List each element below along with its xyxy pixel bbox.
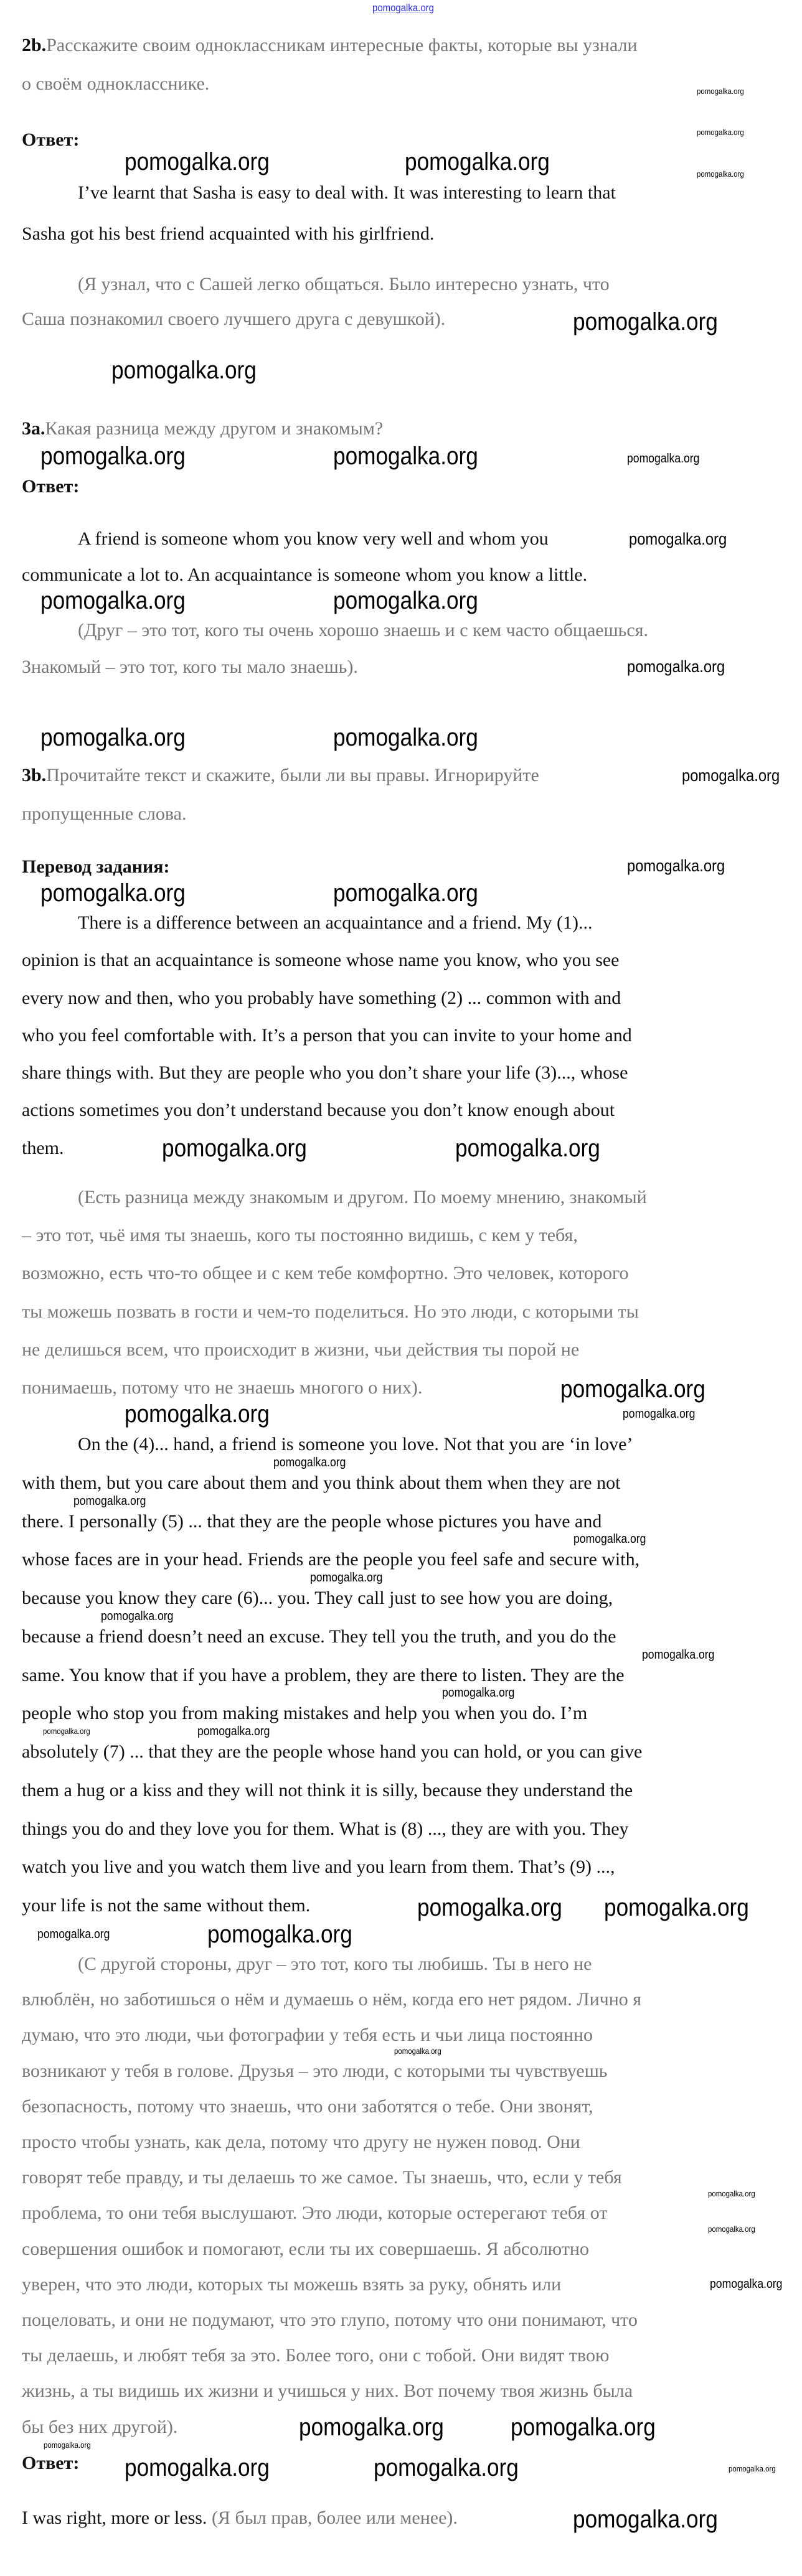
watermark: pomogalka.org (442, 1686, 515, 1700)
watermark: pomogalka.org (310, 1571, 383, 1585)
watermark: pomogalka.org (394, 2046, 441, 2056)
answer-english (22, 172, 616, 255)
watermark: pomogalka.org (405, 148, 550, 176)
text-line: Sasha got his best friend acquainted with his girlfriend. (22, 223, 435, 244)
watermark: pomogalka.org (697, 87, 744, 96)
text-line: with them, but you care about them and you think about them when they are not (22, 1472, 621, 1493)
text-line: – это тот, чьё имя ты знаешь, кого ты постоянно видишь, с кем у тебя, (22, 1225, 578, 1246)
answer-russian (22, 612, 648, 685)
text-line: share things with. But they are people who you don’t share your life (3)..., whose (22, 1062, 628, 1084)
watermark: pomogalka.org (299, 2414, 444, 2441)
exercise-number: 3b. (22, 765, 47, 785)
text-line: совершения ошибок и помогают, если ты их совершаешь. Я абсолютно (22, 2238, 589, 2259)
watermark: pomogalka.org (37, 1927, 110, 1941)
text-line: watch you live and you watch them live and you learn from them. That’s (9) ..., (22, 1857, 615, 1878)
text-line: жизнь, а ты видишь их жизни и учишься у них. Вот почему твоя жизнь была (22, 2381, 633, 2402)
text-line: every now and then, who you probably have something (2) ... common with and (22, 987, 621, 1008)
answer-heading: Ответ: (22, 476, 80, 497)
text-line: On the (4)... hand, a friend is someone you love. Not that you are ‘in love’ (78, 1434, 633, 1454)
text-line: them. (22, 1137, 64, 1158)
text-line: them a hug or a kiss and they will not think it is silly, because they understand the (22, 1779, 633, 1801)
watermark: pomogalka.org (627, 856, 725, 875)
text-line: (С другой стороны, друг – это тот, кого ты любишь. Ты в него не (78, 1954, 592, 1974)
text-line: Саша познакомил своего лучшего друга с девушкой). (22, 309, 446, 329)
watermark: pomogalka.org (708, 2224, 755, 2234)
watermark: pomogalka.org (40, 587, 186, 614)
watermark: pomogalka.org (729, 2464, 776, 2473)
text-part1-russian (22, 1178, 647, 1407)
watermark: pomogalka.org (573, 308, 718, 335)
watermark: pomogalka.org (629, 530, 727, 548)
answer-heading: Ответ: (22, 2453, 80, 2473)
text-line: понимаешь, потому что не знаешь многого о них). (22, 1377, 423, 1398)
exercise-number: 3a. (22, 418, 45, 439)
text-line: ты делаешь, и любят тебя за это. Более того, они с тобой. Они видят твою (22, 2345, 610, 2366)
site-watermark-link[interactable]: pomogalka.org (372, 2, 434, 14)
watermark: pomogalka.org (623, 1407, 696, 1421)
text-line: не делишься всем, что происходит в жизни, чьи действия ты порой не (22, 1339, 580, 1360)
watermark: pomogalka.org (560, 1375, 705, 1403)
text-line: бы без них другой). (22, 2416, 178, 2437)
watermark: pomogalka.org (43, 1726, 90, 1736)
text-line: There is a difference between an acquaintance and a friend. My (1)... (78, 912, 593, 933)
text-line: because you know they care (6)... you. They call just to see how you are doing, (22, 1588, 613, 1608)
watermark: pomogalka.org (207, 1921, 352, 1948)
final-answer (22, 2499, 458, 2537)
watermark: pomogalka.org (125, 2454, 270, 2481)
text-line: there. I personally (5) ... that they are the people whose pictures you have and (22, 1510, 602, 1532)
text-line: (Друг – это тот, кого ты очень хорошо знаешь и с кем часто общаешься. (78, 620, 648, 640)
watermark: pomogalka.org (573, 2506, 718, 2533)
text-line: your life is not the same without them. (22, 1895, 311, 1916)
text-line: I’ve learnt that Sasha is easy to deal with. It was interesting to learn that (78, 182, 616, 203)
watermark: pomogalka.org (604, 1894, 749, 1921)
watermark: pomogalka.org (40, 879, 186, 907)
text-line: поцеловать, и они не подумают, что это глупо, потому что они понимают, что (22, 2310, 638, 2331)
watermark: pomogalka.org (44, 2440, 91, 2450)
watermark: pomogalka.org (627, 657, 725, 676)
watermark: pomogalka.org (40, 724, 186, 751)
exercise-3b-task (22, 756, 539, 833)
text-line: просто чтобы узнать, как дела, потому что другу не нужен повод. Они (22, 2132, 580, 2153)
watermark: pomogalka.org (697, 169, 744, 179)
text-part2-russian (22, 1946, 641, 2445)
watermark: pomogalka.org (374, 2454, 519, 2481)
text-line: думаю, что это люди, чьи фотографии у тебя есть и чьи лица постоянно (22, 2025, 593, 2046)
watermark: pomogalka.org (40, 443, 186, 470)
answer-heading: Ответ: (22, 129, 80, 150)
task-text: Какая разница между другом и знакомым? (45, 418, 384, 439)
task-text: Расскажите своим одноклассникам интересные факты, которые вы узнали (46, 35, 638, 55)
exercise-number: 2b. (22, 35, 47, 55)
text-line: возможно, есть что-то общее и с кем тебе комфортно. Это человек, которого (22, 1263, 629, 1284)
text-line: ты можешь позвать в гости и чем-то поделиться. Но это люди, с которыми ты (22, 1301, 639, 1322)
text-line: absolutely (7) ... that they are the people whose hand you can hold, or you can give (22, 1741, 643, 1762)
text-line: same. You know that if you have a problem, they are there to listen. They are the (22, 1664, 625, 1685)
text-line: things you do and they love you for them. What is (8) ..., they are with you. They (22, 1818, 629, 1839)
watermark: pomogalka.org (682, 766, 780, 785)
text-line: безопасность, потому что знаешь, что они заботятся о тебе. Они звонят, (22, 2096, 593, 2117)
watermark: pomogalka.org (125, 1400, 270, 1428)
watermark: pomogalka.org (710, 2277, 783, 2291)
watermark: pomogalka.org (511, 2414, 656, 2441)
watermark: pomogalka.org (333, 443, 478, 470)
answer-english: I was right, more or less. (22, 2508, 207, 2528)
watermark: pomogalka.org (333, 879, 478, 907)
watermark: pomogalka.org (708, 2189, 755, 2198)
answer-russian: (Я был прав, более или менее). (211, 2508, 458, 2528)
task-text: Прочитайте текст и скажите, были ли вы правы. Игнорируйте (46, 765, 539, 785)
text-line: говорят тебе правду, и ты делаешь то же самое. Ты знаешь, что, если у тебя (22, 2167, 622, 2188)
text-line: A friend is someone whom you know very well and whom you (78, 528, 549, 549)
watermark: pomogalka.org (697, 128, 744, 137)
task-text: о своём однокласснике. (22, 73, 210, 94)
watermark: pomogalka.org (455, 1135, 600, 1162)
text-line: (Есть разница между знакомым и другом. По моему мнению, знакомый (78, 1187, 647, 1207)
watermark: pomogalka.org (333, 724, 478, 751)
watermark: pomogalka.org (333, 587, 478, 614)
watermark: pomogalka.org (273, 1456, 346, 1469)
text-line: whose faces are in your head. Friends are the people you feel safe and secure with, (22, 1549, 640, 1570)
watermark: pomogalka.org (627, 452, 700, 466)
text-line: communicate a lot to. An acquaintance is someone whom you know a little. (22, 564, 588, 585)
translation-heading: Перевод задания: (22, 856, 170, 877)
watermark: pomogalka.org (125, 148, 270, 176)
watermark: pomogalka.org (73, 1494, 146, 1508)
watermark: pomogalka.org (101, 1609, 174, 1623)
text-line: проблема, то они тебя выслушают. Это люди, которые остерегают тебя от (22, 2203, 608, 2224)
watermark: pomogalka.org (573, 1532, 646, 1546)
watermark: pomogalka.org (417, 1894, 562, 1921)
text-line: who you feel comfortable with. It’s a person that you can invite to your home and (22, 1024, 632, 1046)
text-line: people who stop you from making mistakes and help you when you do. I’m (22, 1703, 588, 1724)
text-line: уверен, что это люди, которых ты можешь взять за руку, обнять или (22, 2274, 562, 2295)
text-line: because a friend doesn’t need an excuse. They tell you the truth, and you do the (22, 1626, 616, 1647)
watermark: pomogalka.org (111, 357, 257, 384)
task-text: пропущенные слова. (22, 803, 187, 824)
text-line: влюблён, но заботишься о нём и думаешь о нём, когда его нет рядом. Лично я (22, 1989, 642, 2010)
text-part1-english (22, 904, 632, 1167)
text-line: Знакомый – это тот, кого ты мало знаешь). (22, 657, 358, 677)
answer-english (22, 521, 587, 593)
text-line: возникают у тебя в голове. Друзья – это люди, с которыми ты чувствуешь (22, 2060, 608, 2081)
text-line: opinion is that an acquaintance is someone whose name you know, who you see (22, 950, 620, 971)
watermark: pomogalka.org (162, 1135, 307, 1162)
text-line: actions sometimes you don’t understand because you don’t know enough about (22, 1100, 615, 1121)
exercise-2b-task (22, 26, 638, 103)
answer-russian (22, 267, 610, 337)
watermark: pomogalka.org (197, 1725, 270, 1738)
text-line: (Я узнал, что с Сашей легко общаться. Было интересно узнать, что (78, 274, 610, 294)
watermark: pomogalka.org (642, 1648, 715, 1662)
